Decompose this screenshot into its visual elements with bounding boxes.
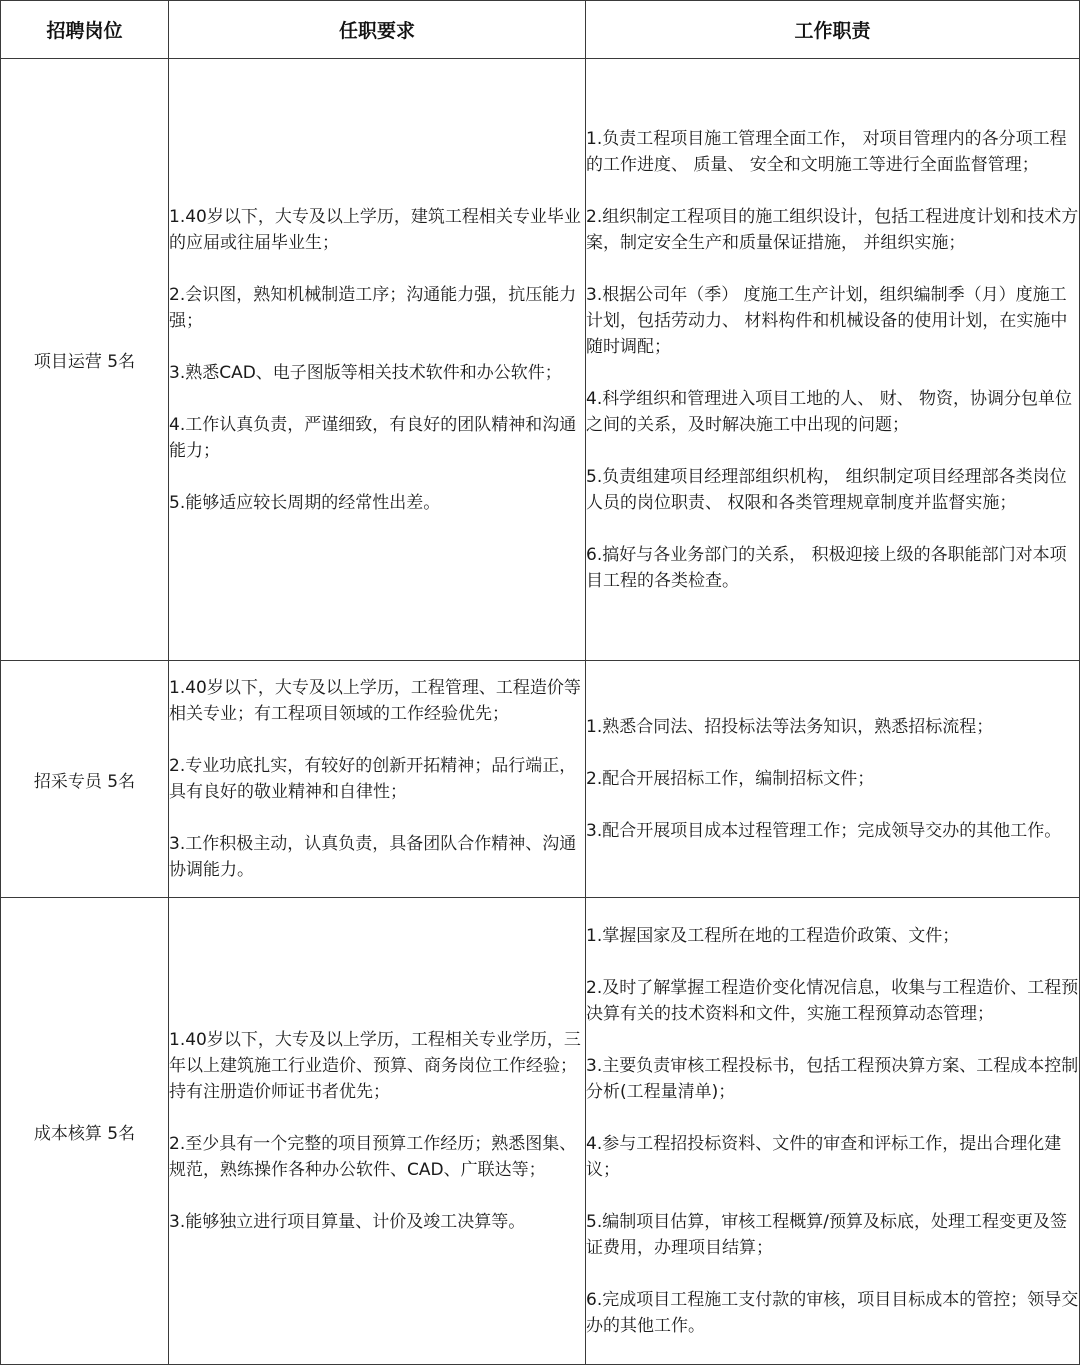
duty-item: 6.完成项目工程施工支付款的审核，项目目标成本的管控；领导交办的其他工作。 [586,1290,1079,1336]
requirement-item: 2.会识图，熟知机械制造工序；沟通能力强，抗压能力强； [169,284,577,331]
duty-item: 1.熟悉合同法、招投标法等法务知识，熟悉招标流程； [586,717,994,737]
duty-item: 3.根据公司年（季） 度施工生产计划，组织编制季（月）度施工计划，包括劳动力、 材料构件和机械设备的使用计划，在实施中随时调配； [586,284,1068,357]
requirement-item: 3.熟悉CAD、电子图版等相关技术软件和办公软件； [169,362,562,383]
duty-item: 6.搞好与各业务部门的关系， 积极迎接上级的各职能部门对本项目工程的各类检查。 [586,544,1067,591]
table-row [1,59,1080,661]
table-row [1,661,1080,898]
requirement-item: 4.工作认真负责，严谨细致，有良好的团队精神和沟通能力； [169,414,577,461]
duty-item: 5.编制项目估算，审核工程概算/预算及标底，处理工程变更及签证费用，办理项目结算； [586,1212,1067,1258]
header-position: 招聘岗位 [1,1,169,59]
requirements-cell [169,59,586,661]
duty-item: 4.参与工程招投标资料、文件的审查和评标工作，提出合理化建议； [586,1134,1062,1180]
requirement-item: 1.40岁以下，大专及以上学历，工程管理、工程造价等相关专业；有工程项目领域的工作经验优先； [169,678,581,724]
position-cell: 招采专员 5名 [1,661,169,898]
requirement-item: 1.40岁以下，大专及以上学历，工程相关专业学历，三年以上建筑施工行业造价、预算、商务岗位工作经验；持有注册造价师证书者优先； [169,1030,581,1102]
duty-item: 3.配合开展项目成本过程管理工作；完成领导交办的其他工作。 [586,821,1062,841]
position-cell: 项目运营 5名 [1,59,169,661]
header-row [1,1,1080,59]
header-duties: 工作职责 [586,1,1080,59]
table-body [1,59,1080,1365]
requirement-item: 5.能够适应较长周期的经常性出差。 [169,492,441,513]
duty-item: 1.负责工程项目施工管理全面工作， 对项目管理内的各分项工程的工作进度、 质量、 安全和文明施工等进行全面监督管理； [586,128,1067,175]
requirement-item: 3.能够独立进行项目算量、计价及竣工决算等。 [169,1212,526,1232]
duty-item: 2.及时了解掌握工程造价变化情况信息，收集与工程造价、工程预决算有关的技术资料和文件，实施工程预算动态管理； [586,978,1079,1024]
duty-item: 2.配合开展招标工作，编制招标文件； [586,769,875,789]
table-row [1,898,1080,1365]
requirements-cell [169,661,586,898]
duty-item: 3.主要负责审核工程投标书，包括工程预决算方案、工程成本控制分析(工程量清单)； [586,1056,1079,1102]
requirement-item: 1.40岁以下，大专及以上学历，建筑工程相关专业毕业的应届或往届毕业生； [169,206,581,253]
duties-cell [586,661,1080,898]
requirement-item: 3.工作积极主动，认真负责，具备团队合作精神、沟通协调能力。 [169,834,577,880]
requirement-item: 2.专业功底扎实，有较好的创新开拓精神；品行端正，具有良好的敬业精神和自律性； [169,756,577,802]
duties-cell [586,898,1080,1365]
requirements-cell [169,898,586,1365]
duty-item: 4.科学组织和管理进入项目工地的人、 财、 物资，协调分包单位之间的关系，及时解决施工中出现的问题； [586,388,1073,435]
duty-item: 2.组织制定工程项目的施工组织设计，包括工程进度计划和技术方案，制定安全生产和质量保证措施， 并组织实施； [586,206,1079,253]
requirement-item: 2.至少具有一个完整的项目预算工作经历；熟悉图集、规范，熟练操作各种办公软件、CAD、广联达等； [169,1134,577,1180]
duties-cell [586,59,1080,661]
table-header [1,1,1080,59]
position-cell: 成本核算 5名 [1,898,169,1365]
header-requirements: 任职要求 [169,1,586,59]
duty-item: 5.负责组建项目经理部组织机构， 组织制定项目经理部各类岗位人员的岗位职责、 权限和各类管理规章制度并监督实施； [586,466,1067,513]
duty-item: 1.掌握国家及工程所在地的工程造价政策、文件； [586,926,960,946]
